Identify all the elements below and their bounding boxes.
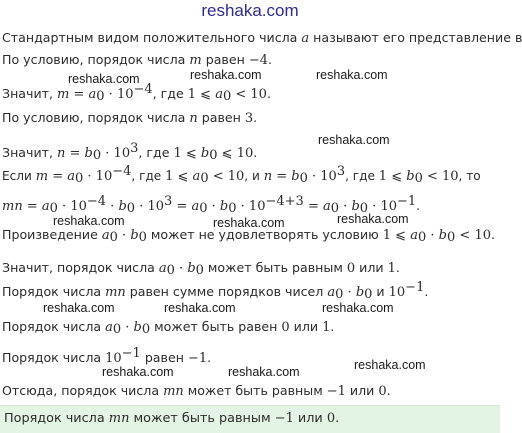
text-line-13: Отсюда, порядок числа mn может быть равным −1 или 0. xyxy=(2,383,391,399)
answer-text: Порядок числа mn может быть равным −1 или 0. xyxy=(4,411,340,426)
watermark: reshaka.com xyxy=(354,358,426,372)
text-line-7: mn = $a_0 \cdot 10^{-4} \cdot b_0 \cdot 10^3 = a_0 \cdot b_0 \cdot 10^{-4+3} = a_0 \cdot b_0 \cdot 10^{-1}$. xyxy=(2,194,421,216)
watermark: reshaka.com xyxy=(213,216,285,230)
watermark: reshaka.com xyxy=(102,365,174,379)
text-line-11: Порядок числа $a_0 \cdot b_0$ может быть равен 0 или 1. xyxy=(2,319,335,337)
watermark: reshaka.com xyxy=(53,214,125,228)
text-line-4: По условию, порядок числа n равен 3. xyxy=(2,110,258,126)
answer-box xyxy=(0,405,500,433)
text-line-6: Если $m = a_0 \cdot 10^{-4}$, где 1 ⩽ $a_0 < 10$, и $n = b_0 \cdot 10^3$, где 1 ⩽ $b_0 < 10$, то xyxy=(2,164,481,186)
text-line-10: Порядок числа mn равен сумме порядков чисел $a_0 \cdot b_0$ и $10^{-1}$. xyxy=(2,280,429,302)
watermark: reshaka.com xyxy=(190,68,262,82)
watermark: reshaka.com xyxy=(164,301,236,315)
watermark: reshaka.com xyxy=(316,68,388,82)
text-line-1: Стандартным видом положительного числа a называют его представление в xyxy=(2,30,522,46)
watermark: reshaka.com xyxy=(337,212,409,226)
site-header: reshaka.com xyxy=(201,1,299,20)
watermark: reshaka.com xyxy=(43,301,115,315)
watermark: reshaka.com xyxy=(322,301,394,315)
text-line-5: Значит, $n = b_0 \cdot 10^3$, где 1 ⩽ $b_0$ ⩽ 10. xyxy=(2,141,258,163)
text-line-9: Значит, порядок числа $a_0 \cdot b_0$ может быть равным 0 или 1. xyxy=(2,260,400,278)
text-line-3: Значит, $m = a_0 \cdot 10^{-4}$, где 1 ⩽ $a_0 < 10$. xyxy=(2,82,271,104)
text-line-2: По условию, порядок числа m равен −4. xyxy=(2,52,273,68)
watermark: reshaka.com xyxy=(228,365,300,379)
watermark: reshaka.com xyxy=(68,72,140,86)
watermark: reshaka.com xyxy=(318,133,390,147)
text-line-12: Порядок числа $10^{-1}$ равен −1. xyxy=(2,346,212,366)
text-line-8: Произведение $a_0 \cdot b_0$ может не удовлетворять условию 1 ⩽ $a_0 \cdot b_0 < 10$. xyxy=(2,227,495,245)
